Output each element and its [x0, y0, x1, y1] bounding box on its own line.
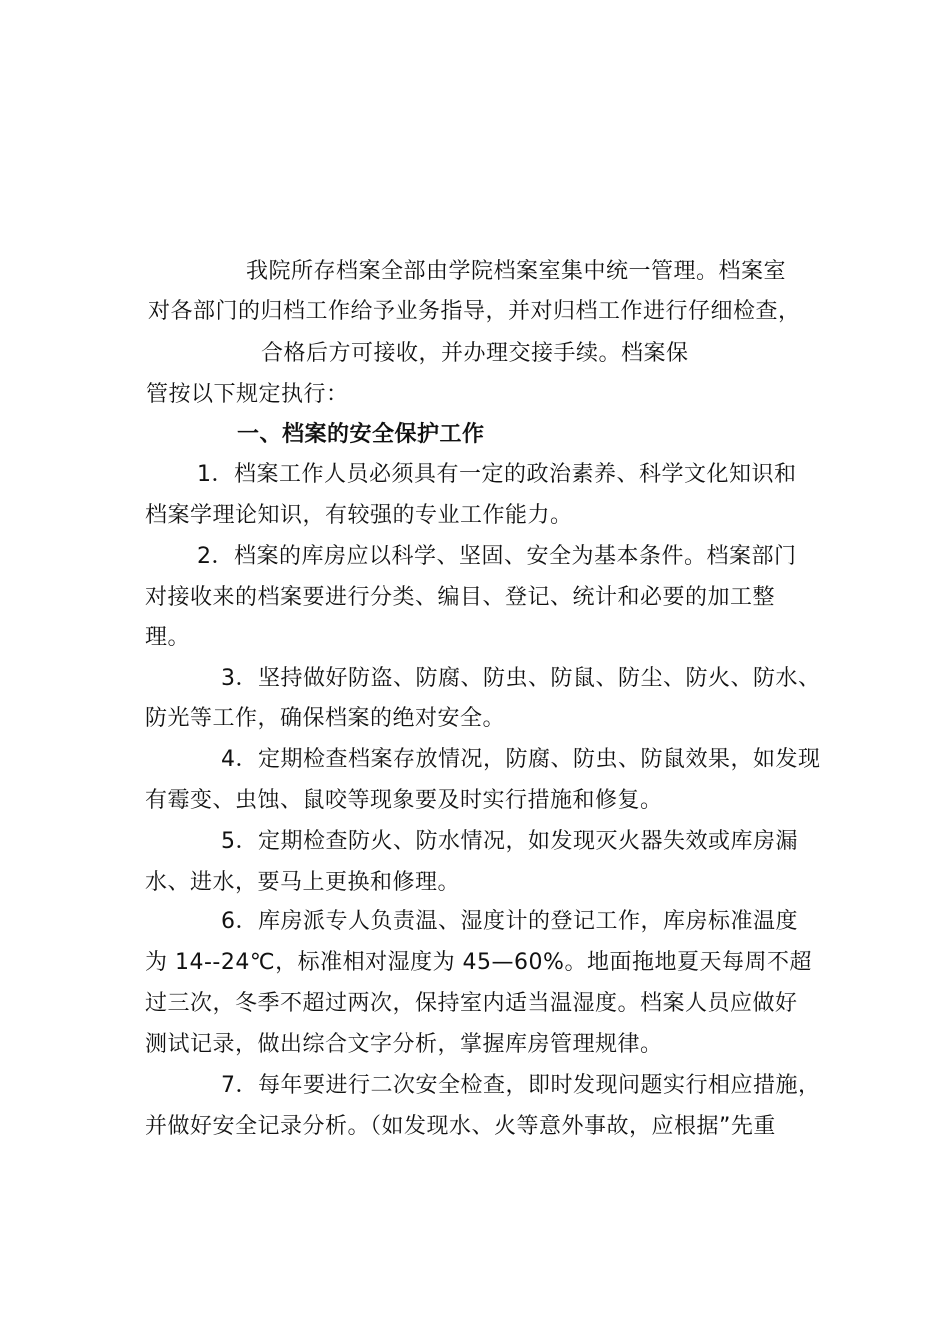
intro-line-2: 对各部门的归档工作给予业务指导，并对归档工作进行仔细检查， [148, 299, 801, 324]
item-6-line-1: 6．库房派专人负责温、湿度计的登记工作，库房标准温度 [221, 909, 798, 934]
item-3-line-2: 防光等工作，确保档案的绝对安全。 [145, 706, 506, 731]
item-7-line-2: 并做好安全记录分析。（如发现水、火等意外事故，应根据”先重 [145, 1114, 776, 1139]
item-5-line-1: 5．定期检查防火、防水情况，如发现灭火器失效或库房漏 [221, 829, 798, 854]
item-5-line-2: 水、进水，要马上更换和修理。 [145, 870, 461, 895]
item-4-line-1: 4．定期检查档案存放情况，防腐、防虫、防鼠效果，如发现 [221, 747, 821, 772]
item-4-line-2: 有霉变、虫蚀、鼠咬等现象要及时实行措施和修复。 [145, 788, 663, 813]
item-2-line-2: 对接收来的档案要进行分类、编目、登记、统计和必要的加工整 [145, 585, 776, 610]
intro-line-3: 合格后方可接收，并办理交接手续。档案保 [261, 341, 689, 366]
item-1-line-2: 档案学理论知识，有较强的专业工作能力。 [145, 503, 573, 528]
intro-line-4: 管按以下规定执行： [146, 382, 349, 407]
item-2-line-3: 理。 [145, 625, 191, 650]
intro-line-1: 我院所存档案全部由学院档案室集中统一管理。档案室 [246, 259, 787, 284]
item-3-line-1: 3．坚持做好防盗、防腐、防虫、防鼠、防尘、防火、防水、 [221, 666, 821, 691]
item-7-line-1: 7．每年要进行二次安全检查，即时发现问题实行相应措施， [221, 1073, 821, 1098]
item-6-line-4: 测试记录，做出综合文字分析，掌握库房管理规律。 [145, 1032, 663, 1057]
section-heading: 一、档案的安全保护工作 [237, 422, 485, 447]
item-1-line-1: 1．档案工作人员必须具有一定的政治素养、科学文化知识和 [197, 462, 797, 487]
item-6-line-2: 为 14--24℃，标准相对湿度为 45—60%。地面拖地夏天每周不超 [145, 950, 812, 975]
item-6-line-3: 过三次，冬季不超过两次，保持室内适当温湿度。档案人员应做好 [145, 991, 798, 1016]
item-2-line-1: 2．档案的库房应以科学、坚固、安全为基本条件。档案部门 [197, 544, 797, 569]
